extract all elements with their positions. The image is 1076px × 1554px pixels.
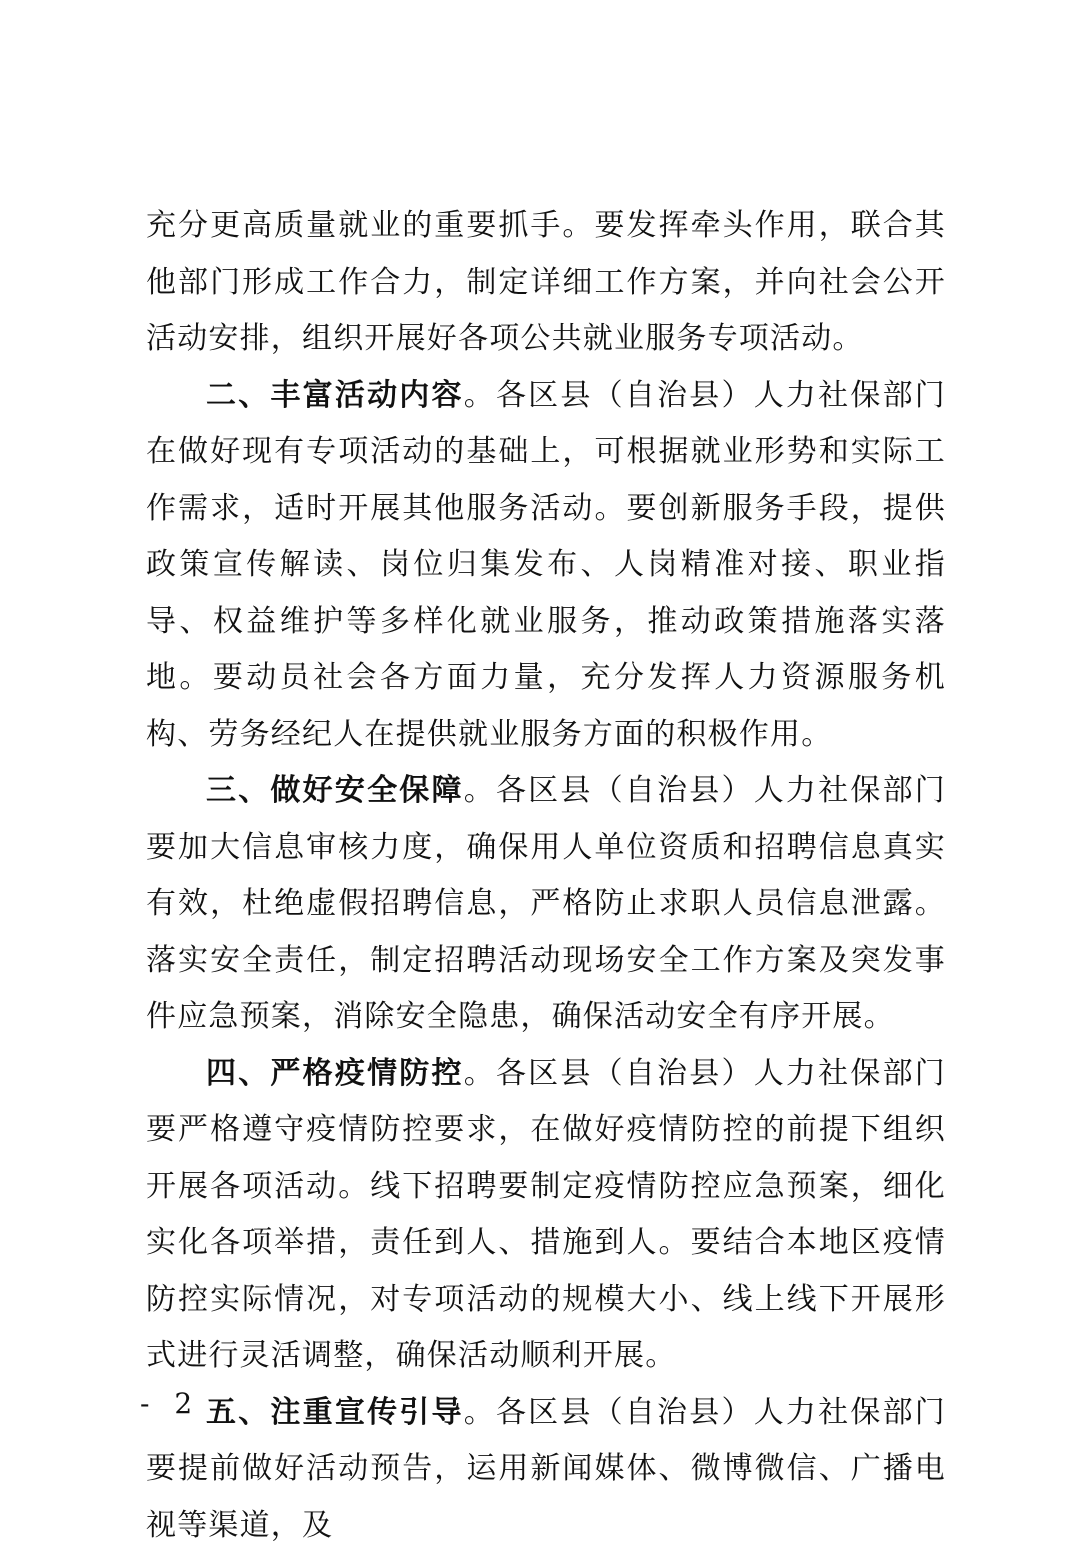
paragraph-section-four (146, 1046, 946, 1385)
paragraph-body: 充分更高质量就业的重要抓手。要发挥牵头作用，联合其他部门形成工作合力，制定详细工作方案，并向社会公开活动安排，组织开展好各项公共就业服务专项活动。 (146, 208, 946, 356)
paragraph-continuation (146, 198, 946, 368)
paragraph-section-three (146, 763, 946, 1046)
paragraph-section-two (146, 368, 946, 764)
page-number: - 2 - (140, 1388, 235, 1420)
paragraph-body: 。各区县（自治县）人力社保部门要严格遵守疫情防控要求，在做好疫情防控的前提下组织开展各项活动。线下招聘要制定疫情防控应急预案，细化实化各项举措，责任到人、措施到人。要结合本地区疫情防控实际情况，对专项活动的规模大小、线上线下开展形式进行灵活调整，确保活动顺利开展。 (146, 1056, 946, 1374)
section-heading: 二、丰富活动内容 (206, 378, 464, 413)
paragraph-section-five (146, 1385, 946, 1554)
paragraph-body: 。各区县（自治县）人力社保部门在做好现有专项活动的基础上，可根据就业形势和实际工作需求，适时开展其他服务活动。要创新服务手段，提供政策宣传解读、岗位归集发布、人岗精准对接、职业指导、权益维护等多样化就业服务，推动政策措施落实落地。要动员社会各方面力量，充分发挥人力资源服务机构、劳务经纪人在提供就业服务方面的积极作用。 (146, 378, 946, 752)
paragraph-body: 。各区县（自治县）人力社保部门要提前做好活动预告，运用新闻媒体、微博微信、广播电视等渠道，及 (146, 1395, 946, 1543)
section-heading: 五、注重宣传引导 (206, 1395, 464, 1430)
paragraph-body: 。各区县（自治县）人力社保部门要加大信息审核力度，确保用人单位资质和招聘信息真实有效，杜绝虚假招聘信息，严格防止求职人员信息泄露。落实安全责任，制定招聘活动现场安全工作方案及突发事件应急预案，消除安全隐患，确保活动安全有序开展。 (146, 773, 946, 1034)
section-heading: 四、严格疫情防控 (206, 1056, 464, 1091)
document-body (146, 198, 946, 1554)
section-heading: 三、做好安全保障 (206, 773, 464, 808)
